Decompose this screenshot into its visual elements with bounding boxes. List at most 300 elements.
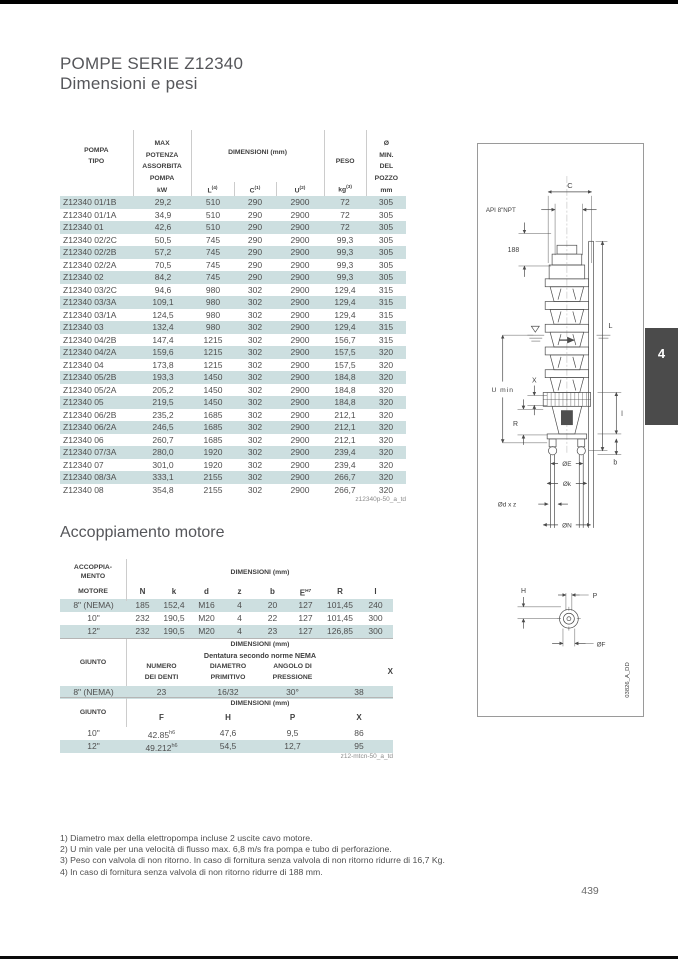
cell-C: 302 bbox=[247, 422, 263, 432]
cell-kg: 156,7 bbox=[334, 334, 356, 345]
chapter-tab: 4 bbox=[645, 328, 678, 425]
table-row bbox=[60, 384, 406, 397]
cell-mm: 320 bbox=[378, 484, 394, 495]
table-row bbox=[60, 612, 393, 625]
cell-b: 22 bbox=[267, 613, 278, 623]
cell-kw: 84,2 bbox=[154, 272, 172, 282]
header-l: l bbox=[374, 587, 377, 596]
giunto-nema-table bbox=[60, 638, 393, 699]
cell-E: 127 bbox=[298, 613, 313, 623]
cell-R: 126,85 bbox=[327, 626, 353, 636]
cell-P: 12,7 bbox=[284, 741, 301, 751]
table-row bbox=[60, 359, 406, 372]
giunto-dim-table bbox=[60, 697, 393, 760]
dim-label-188: 188 bbox=[507, 247, 520, 255]
cell-N: 232 bbox=[135, 626, 150, 636]
cell-C: 290 bbox=[247, 272, 263, 282]
header-C: $C^{(1)}$ bbox=[234, 182, 276, 196]
cell-kg: 184,8 bbox=[334, 384, 356, 395]
cell-b: 23 bbox=[267, 626, 278, 636]
cell-pump-type: Z12340 06/2B bbox=[63, 409, 117, 420]
cell-L: 745 bbox=[205, 272, 221, 282]
cell-kg: 72 bbox=[340, 222, 350, 232]
cell-U: 2900 bbox=[290, 209, 310, 220]
cell-L: 1450 bbox=[203, 372, 223, 382]
cell-L: 2155 bbox=[203, 484, 223, 495]
page-top-edge bbox=[0, 0, 678, 4]
cell-U: 2900 bbox=[290, 409, 310, 420]
cell-U: 2900 bbox=[290, 284, 310, 295]
cell-U: 2900 bbox=[290, 197, 310, 207]
cell-C: 302 bbox=[247, 297, 263, 307]
header-potenza: MAX POTENZA ASSORBITA POMPA kW bbox=[133, 130, 191, 196]
table-row bbox=[60, 434, 406, 447]
cell-pump-type: Z12340 01 bbox=[63, 222, 104, 232]
dim-label-on: ØN bbox=[562, 522, 572, 530]
cell-mm: 320 bbox=[378, 409, 394, 420]
table-row bbox=[60, 409, 406, 422]
cell-L: 1215 bbox=[203, 359, 223, 370]
cell-kg: 99,3 bbox=[336, 247, 354, 257]
cell-N: 232 bbox=[135, 613, 150, 623]
header-dimensioni-group bbox=[191, 130, 324, 196]
cell-L: 510 bbox=[205, 222, 221, 232]
dim-label-l: l bbox=[621, 411, 623, 419]
cell-E: 127 bbox=[298, 626, 313, 636]
cell-L: 980 bbox=[205, 322, 221, 332]
header-R: R bbox=[337, 587, 343, 596]
cell-U: 2900 bbox=[290, 247, 310, 257]
cell-mm: 320 bbox=[378, 459, 394, 470]
cell-C: 290 bbox=[247, 222, 263, 232]
dim-label-R: R bbox=[513, 421, 519, 429]
table-row bbox=[60, 446, 406, 459]
header-L: $L^{(4)}$ bbox=[207, 186, 218, 195]
cell-L: 1920 bbox=[203, 459, 223, 470]
page-title-block bbox=[60, 54, 243, 94]
motor-coupling-table bbox=[60, 559, 393, 638]
cell-U: 2900 bbox=[290, 234, 310, 245]
cell-kw: 50,5 bbox=[154, 234, 172, 245]
cell-z: 4 bbox=[237, 600, 242, 610]
table-source-note: z12340p-50_a_td bbox=[355, 496, 406, 503]
cell-kg: 157,5 bbox=[334, 359, 356, 370]
cell-pump-type: Z12340 02/2B bbox=[63, 247, 117, 257]
cell-kw: 260,7 bbox=[152, 434, 174, 445]
table-row bbox=[60, 625, 393, 638]
dimensions-table-rows bbox=[60, 196, 406, 496]
header-kw: kW bbox=[156, 186, 168, 194]
table-row bbox=[60, 484, 406, 497]
cell-kg: 212,1 bbox=[334, 409, 356, 420]
giunto-nema-subcols bbox=[127, 661, 393, 686]
cell-U: 2900 bbox=[290, 309, 310, 320]
cell-motore: 8" (NEMA) bbox=[73, 600, 114, 610]
cell-mm: 320 bbox=[378, 372, 394, 382]
cell-k: 152,4 bbox=[163, 600, 185, 610]
cell-C: 302 bbox=[247, 334, 263, 345]
cell-mm: 320 bbox=[378, 359, 394, 370]
cell-pump-type: Z12340 04/2A bbox=[63, 347, 117, 357]
cell-pump-type: Z12340 06 bbox=[63, 434, 104, 445]
cell-pump-type: Z12340 07/3A bbox=[63, 447, 117, 457]
section-heading: Accoppiamento motore bbox=[60, 524, 225, 541]
motor-table-header-cols bbox=[60, 585, 393, 599]
cell-C: 302 bbox=[247, 484, 263, 495]
cell-k: 190,5 bbox=[163, 626, 185, 636]
giunto-dim-subcols bbox=[127, 709, 393, 727]
cell-kg: 239,4 bbox=[334, 459, 356, 470]
cell-mm: 320 bbox=[378, 384, 394, 395]
cell-kw: 193,3 bbox=[152, 372, 174, 382]
cell-kw: 333,1 bbox=[152, 472, 174, 482]
cell-motore: 12" bbox=[87, 626, 100, 636]
cell-pump-type: Z12340 01/1B bbox=[63, 197, 117, 207]
cell-mm: 320 bbox=[378, 397, 394, 407]
table-row bbox=[60, 259, 406, 272]
dim-label-api-npt: API 8"NPT bbox=[485, 207, 516, 215]
cell-H: 47,6 bbox=[219, 728, 237, 738]
cell-C: 290 bbox=[247, 197, 263, 207]
table-row bbox=[60, 296, 406, 309]
header-dimensioni-label: DIMENSIONI (mm) bbox=[230, 700, 290, 707]
cell-U: 2900 bbox=[290, 447, 310, 457]
cell-L: 1685 bbox=[203, 422, 223, 432]
cell-kg: 129,4 bbox=[334, 322, 356, 332]
cell-L: 980 bbox=[205, 297, 221, 307]
dim-label-ok: Øk bbox=[562, 480, 572, 488]
cell-d: M20 bbox=[198, 613, 215, 623]
cell-kg: 266,7 bbox=[334, 472, 356, 482]
cell-L: 745 bbox=[205, 247, 221, 257]
table-row bbox=[60, 284, 406, 297]
cell-U: 2900 bbox=[290, 222, 310, 232]
cell-C: 302 bbox=[247, 284, 263, 295]
cell-kw: 235,2 bbox=[152, 409, 174, 420]
cell-U: 2900 bbox=[290, 434, 310, 445]
cell-U: 2900 bbox=[290, 347, 310, 357]
page-number: 439 bbox=[581, 885, 599, 897]
cell-denti: 23 bbox=[156, 687, 167, 697]
cell-kw: 354,8 bbox=[152, 484, 174, 495]
cell-X: 86 bbox=[354, 728, 364, 738]
cell-kw: 57,2 bbox=[154, 247, 172, 257]
cell-pump-type: Z12340 01/1A bbox=[63, 209, 117, 220]
cell-C: 302 bbox=[247, 447, 263, 457]
cell-C: 302 bbox=[247, 384, 263, 395]
cell-L: 1215 bbox=[203, 347, 223, 357]
cell-pump-type: Z12340 02/2C bbox=[63, 234, 117, 245]
footnotes bbox=[60, 833, 445, 878]
cell-kw: 173,8 bbox=[152, 359, 174, 370]
cell-kg: 99,3 bbox=[336, 259, 354, 270]
header-z: z bbox=[237, 587, 242, 596]
cell-C: 302 bbox=[247, 309, 263, 320]
cell-angolo: 30° bbox=[286, 687, 299, 697]
cell-mm: 315 bbox=[378, 297, 394, 307]
cell-d: M20 bbox=[198, 626, 215, 636]
cell-L: 1685 bbox=[203, 434, 223, 445]
giunto-dim-rows bbox=[60, 727, 393, 753]
cell-U: 2900 bbox=[290, 472, 310, 482]
cell-C: 302 bbox=[247, 372, 263, 382]
cell-d: M16 bbox=[198, 600, 215, 610]
cell-L: 1450 bbox=[203, 397, 223, 407]
page-subtitle: Dimensioni e pesi bbox=[60, 74, 198, 93]
header-N: N bbox=[139, 587, 146, 596]
dim-label-b: b bbox=[613, 459, 618, 467]
dim-label-oe: ØE bbox=[562, 461, 572, 469]
cell-C: 290 bbox=[247, 247, 263, 257]
header-dimensioni-label: DIMENSIONI (mm) bbox=[228, 149, 287, 156]
footnote-3: 3) Peso con valvola di non ritorno. In caso di fornitura senza valvola di non ritorno ridurre di 16,7 Kg. bbox=[60, 855, 445, 866]
footnote-1: 1) Diametro max della elettropompa incluse 2 uscite cavo motore. bbox=[60, 833, 313, 843]
cell-U: 2900 bbox=[290, 459, 310, 470]
cell-C: 302 bbox=[247, 347, 263, 357]
cell-U: 2900 bbox=[290, 259, 310, 270]
cell-kw: 132,4 bbox=[152, 322, 174, 332]
header-pozzo: Ø MIN. DEL POZZO mm bbox=[366, 130, 406, 196]
cell-pump-type: Z12340 08/3A bbox=[63, 472, 117, 482]
cell-kw: 124,5 bbox=[152, 309, 174, 320]
cell-X: 95 bbox=[354, 741, 364, 751]
cell-L: 1450 bbox=[203, 384, 223, 395]
header-P: P bbox=[289, 713, 296, 722]
header-k: k bbox=[171, 587, 177, 596]
header-giunto: GIUNTO bbox=[60, 698, 127, 727]
cell-mm: 320 bbox=[378, 447, 394, 457]
table-row bbox=[60, 334, 406, 347]
header-pompa-tipo: POMPA TIPO bbox=[84, 146, 109, 165]
cell-kg: 266,7 bbox=[334, 484, 356, 495]
cell-U: 2900 bbox=[290, 384, 310, 395]
cell-F: $49.212^{h6}$ bbox=[145, 742, 178, 753]
table-row bbox=[60, 196, 406, 209]
dim-label-u-min: U min bbox=[491, 386, 514, 394]
cell-kg: 72 bbox=[340, 209, 350, 220]
cell-kw: 159,6 bbox=[152, 347, 174, 357]
cell-motore: 10" bbox=[87, 613, 100, 623]
pump-outline bbox=[503, 176, 622, 649]
cell-E: 127 bbox=[298, 600, 313, 610]
cell-U: 2900 bbox=[290, 372, 310, 382]
cell-U: 2900 bbox=[290, 359, 310, 370]
table-row bbox=[60, 740, 393, 753]
header-E-H7: $E^{H7}$ bbox=[299, 588, 312, 598]
cell-pump-type: Z12340 04/2B bbox=[63, 334, 117, 345]
table-row bbox=[60, 421, 406, 434]
header-F: F bbox=[159, 713, 164, 722]
cell-b: 20 bbox=[267, 600, 278, 610]
cell-kw: 280,0 bbox=[152, 447, 174, 457]
cell-pump-type: Z12340 05/2B bbox=[63, 372, 117, 382]
cell-kg: 212,1 bbox=[334, 434, 356, 445]
header-mm: mm bbox=[380, 186, 393, 194]
cell-pump-type: Z12340 05 bbox=[63, 397, 104, 407]
cell-k: 190,5 bbox=[163, 613, 185, 623]
cell-l: 300 bbox=[368, 613, 383, 623]
cell-R: 101,45 bbox=[327, 600, 353, 610]
cell-kw: 301,0 bbox=[152, 459, 174, 470]
cell-kg: 157,5 bbox=[334, 347, 356, 357]
cell-kw: 94,6 bbox=[154, 284, 172, 295]
cell-mm: 305 bbox=[378, 222, 394, 232]
cell-kw: 70,5 bbox=[154, 259, 172, 270]
header-numero-denti: NUMERO DEI DENTI bbox=[144, 663, 179, 681]
table-row bbox=[60, 234, 406, 247]
header-U: $U^{(2)}$ bbox=[276, 182, 324, 196]
cell-pump-type: Z12340 03/2C bbox=[63, 284, 117, 295]
header-dimensioni-label: DIMENSIONI (mm) bbox=[230, 568, 290, 576]
header-d: d bbox=[204, 587, 209, 596]
cell-R: 101,45 bbox=[327, 613, 353, 623]
cell-L: 980 bbox=[205, 284, 221, 295]
cell-mm: 305 bbox=[378, 234, 394, 245]
table-row bbox=[60, 459, 406, 472]
table-row bbox=[60, 599, 393, 612]
cell-pump-type: Z12340 07 bbox=[63, 459, 104, 470]
header-motore: MOTORE bbox=[60, 585, 127, 601]
table-row bbox=[60, 321, 406, 334]
cell-L: 510 bbox=[205, 209, 221, 220]
cell-kg: 184,8 bbox=[334, 372, 356, 382]
header-dentatura: Dentatura secondo norme NEMA bbox=[203, 651, 317, 660]
dim-label-P: P bbox=[592, 592, 598, 600]
cell-X: 38 bbox=[354, 687, 364, 697]
cell-C: 302 bbox=[247, 472, 263, 482]
cell-C: 290 bbox=[247, 259, 263, 270]
cell-pump-type: Z12340 03/3A bbox=[63, 297, 117, 307]
cell-F: $42.85^{h6}$ bbox=[147, 729, 176, 740]
cell-U: 2900 bbox=[290, 484, 310, 495]
cell-U: 2900 bbox=[290, 422, 310, 432]
cell-mm: 320 bbox=[378, 347, 394, 357]
motor-table-header-top bbox=[60, 559, 393, 585]
cell-P: 9,5 bbox=[286, 728, 299, 738]
cell-kg: 184,8 bbox=[334, 397, 356, 407]
cell-kw: 219,5 bbox=[152, 397, 174, 407]
cell-kw: 29,2 bbox=[154, 197, 172, 207]
cell-kg: 99,3 bbox=[336, 234, 354, 245]
cell-mm: 315 bbox=[378, 322, 394, 332]
cell-pump-type: Z12340 08 bbox=[63, 484, 104, 495]
cell-mm: 315 bbox=[378, 309, 394, 320]
dimensions-table bbox=[60, 130, 406, 503]
cell-kw: 246,5 bbox=[152, 422, 174, 432]
drawing-code: 03826_A_DD bbox=[625, 662, 632, 698]
cell-L: 745 bbox=[205, 259, 221, 270]
cell-C: 302 bbox=[247, 459, 263, 470]
cell-pump-type: Z12340 02/2A bbox=[63, 259, 117, 270]
cell-C: 302 bbox=[247, 409, 263, 420]
cell-kw: 34,9 bbox=[154, 209, 172, 220]
dim-label-C: C bbox=[567, 180, 573, 190]
cell-C: 302 bbox=[247, 322, 263, 332]
footnote-4: 4) In caso di fornitura senza valvola di non ritorno ridurre di 188 mm. bbox=[60, 866, 323, 877]
header-b: b bbox=[270, 587, 275, 596]
cell-kg: 129,4 bbox=[334, 284, 356, 295]
cell-U: 2900 bbox=[290, 272, 310, 282]
giunto-nema-header bbox=[60, 639, 393, 686]
motor-table-rows bbox=[60, 599, 393, 638]
header-giunto: GIUNTO bbox=[60, 639, 127, 686]
pump-technical-drawing bbox=[478, 144, 643, 716]
cell-U: 2900 bbox=[290, 297, 310, 307]
table-row bbox=[60, 396, 406, 409]
giunto-dim-header-right bbox=[127, 698, 393, 727]
dim-label-X: X bbox=[532, 377, 537, 385]
table-row bbox=[60, 209, 406, 222]
cell-kg: 129,4 bbox=[334, 309, 356, 320]
cell-kg: 212,1 bbox=[334, 422, 356, 432]
cell-L: 1215 bbox=[203, 334, 223, 345]
table-row bbox=[60, 346, 406, 359]
cell-U: 2900 bbox=[290, 322, 310, 332]
header-peso: PESO $kg^{(3)}$ bbox=[324, 130, 366, 196]
dim-label-L: L bbox=[608, 321, 613, 331]
header-H: H bbox=[225, 713, 231, 722]
header-angolo-pressione: ANGOLO DI PRESSIONE bbox=[272, 663, 313, 681]
cell-l: 240 bbox=[368, 600, 383, 610]
cell-mm: 305 bbox=[378, 272, 394, 282]
cell-C: 290 bbox=[247, 209, 263, 220]
cell-kw: 147,4 bbox=[152, 334, 174, 345]
cell-pump-type: Z12340 02 bbox=[63, 272, 104, 282]
cell-L: 1685 bbox=[203, 409, 223, 420]
cell-kg: 129,4 bbox=[334, 297, 356, 307]
cell-kw: 42,6 bbox=[154, 222, 172, 232]
cell-C: 302 bbox=[247, 434, 263, 445]
giunto-nema-header-right bbox=[127, 639, 393, 686]
cell-giunto: 10" bbox=[87, 728, 100, 738]
cell-L: 2155 bbox=[203, 472, 223, 482]
cell-L: 745 bbox=[205, 234, 221, 245]
cell-pump-type: Z12340 04 bbox=[63, 359, 104, 370]
cell-C: 302 bbox=[247, 397, 263, 407]
dimensions-table-header bbox=[60, 130, 406, 196]
header-accoppiamento: ACCOPPIA- MENTO bbox=[60, 559, 127, 585]
header-X: X bbox=[387, 667, 393, 677]
cell-H: 54,5 bbox=[219, 741, 237, 751]
cell-kw: 109,1 bbox=[152, 297, 174, 307]
table-source-note: z12-mtcn-50_a_td bbox=[340, 753, 393, 760]
cell-giunto: 12" bbox=[87, 741, 100, 751]
header-kg: $kg^{(3)}$ bbox=[338, 185, 353, 194]
cell-mm: 320 bbox=[378, 422, 394, 432]
header-diametro-primitivo: DIAMETRO PRIMITIVO bbox=[209, 663, 247, 681]
page-title: POMPE SERIE Z12340 bbox=[60, 54, 244, 73]
cell-z: 4 bbox=[237, 626, 242, 636]
cell-U: 2900 bbox=[290, 397, 310, 407]
cell-mm: 305 bbox=[378, 259, 394, 270]
cell-pump-type: Z12340 05/2A bbox=[63, 384, 117, 395]
giunto-dim-header bbox=[60, 698, 393, 727]
dim-label-odxz: Ød x z bbox=[497, 501, 517, 509]
table-row bbox=[60, 309, 406, 322]
header-X: X bbox=[356, 713, 362, 722]
cell-l: 300 bbox=[368, 626, 383, 636]
cell-kg: 99,3 bbox=[336, 272, 354, 282]
dim-label-H: H bbox=[520, 588, 526, 596]
table-row bbox=[60, 271, 406, 284]
cell-N: 185 bbox=[135, 600, 150, 610]
cell-z: 4 bbox=[237, 613, 242, 623]
cell-giunto: 8" (NEMA) bbox=[73, 687, 114, 697]
table-row bbox=[60, 246, 406, 259]
cell-diametro: 16/32 bbox=[217, 687, 239, 697]
table-row bbox=[60, 371, 406, 384]
cell-C: 302 bbox=[247, 359, 263, 370]
